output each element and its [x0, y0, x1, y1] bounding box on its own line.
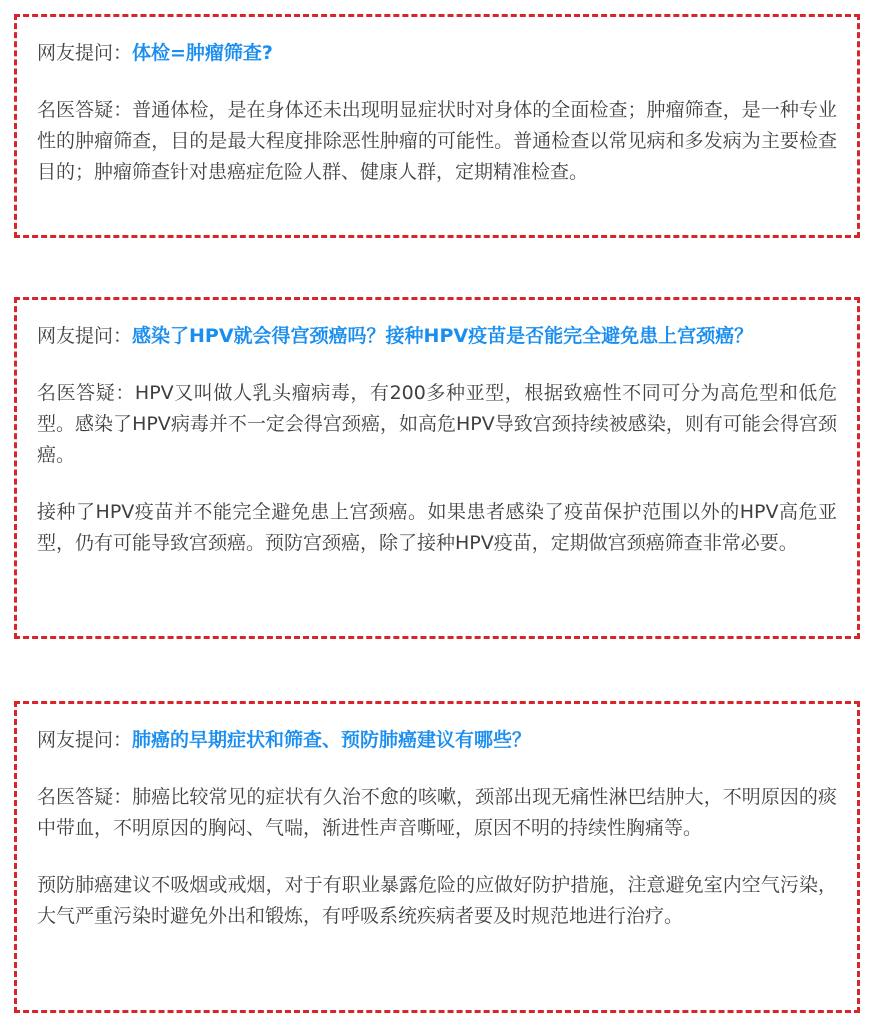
question-text: 肺癌的早期症状和筛查、预防肺癌建议有哪些？ — [132, 729, 532, 751]
question-text: 体检=肿瘤筛查? — [132, 42, 273, 64]
answer-label: 名医答疑： — [37, 786, 133, 808]
qa-card-2 — [14, 297, 860, 639]
answer-label: 名医答疑： — [37, 99, 133, 121]
question-label: 网友提问： — [37, 325, 133, 347]
question-text: 感染了HPV就会得宫颈癌吗？接种HPV疫苗是否能完全避免患上宫颈癌？ — [132, 325, 754, 347]
question-line — [37, 320, 837, 352]
question-line — [37, 37, 837, 69]
answer-paragraph: 预防肺癌建议不吸烟或戒烟，对于有职业暴露危险的应做好防护措施，注意避免室内空气污染，大气严重污染时避免外出和锻炼，有呼吸系统疾病者要及时规范地进行治疗。 — [37, 874, 837, 927]
answer-text: 普通体检，是在身体还未出现明显症状时对身体的全面检查；肿瘤筛查，是一种专业性的肿瘤筛查，目的是最大程度排除恶性肿瘤的可能性。普通检查以常见病和多发病为主要检查目的；肿瘤筛查针对患癌症危险人群、健康人群，定期精准检查。 — [37, 99, 837, 183]
qa-card-3 — [14, 701, 860, 1013]
answer-paragraph — [37, 782, 837, 844]
question-line — [37, 724, 837, 756]
answer-text: HPV又叫做人乳头瘤病毒，有200多种亚型，根据致癌性不同可分为高危型和低危型。感染了HPV病毒并不一定会得宫颈癌，如高危HPV导致宫颈持续被感染，则有可能会得宫颈癌。 — [37, 382, 837, 466]
answer-paragraph — [37, 95, 837, 188]
answer-text: 肺癌比较常见的症状有久治不愈的咳嗽，颈部出现无痛性淋巴结肿大，不明原因的痰中带血，不明原因的胸闷、气喘，渐进性声音嘶哑，原因不明的持续性胸痛等。 — [37, 786, 837, 839]
answer-label: 名医答疑： — [37, 382, 135, 404]
question-label: 网友提问： — [37, 42, 133, 64]
answer-paragraph: 接种了HPV疫苗并不能完全避免患上宫颈癌。如果患者感染了疫苗保护范围以外的HPV高危亚型，仍有可能导致宫颈癌。预防宫颈癌，除了接种HPV疫苗，定期做宫颈癌筛查非常必要。 — [37, 501, 837, 554]
question-label: 网友提问： — [37, 729, 133, 751]
answer-paragraph — [37, 378, 837, 471]
qa-card-1 — [14, 14, 860, 238]
